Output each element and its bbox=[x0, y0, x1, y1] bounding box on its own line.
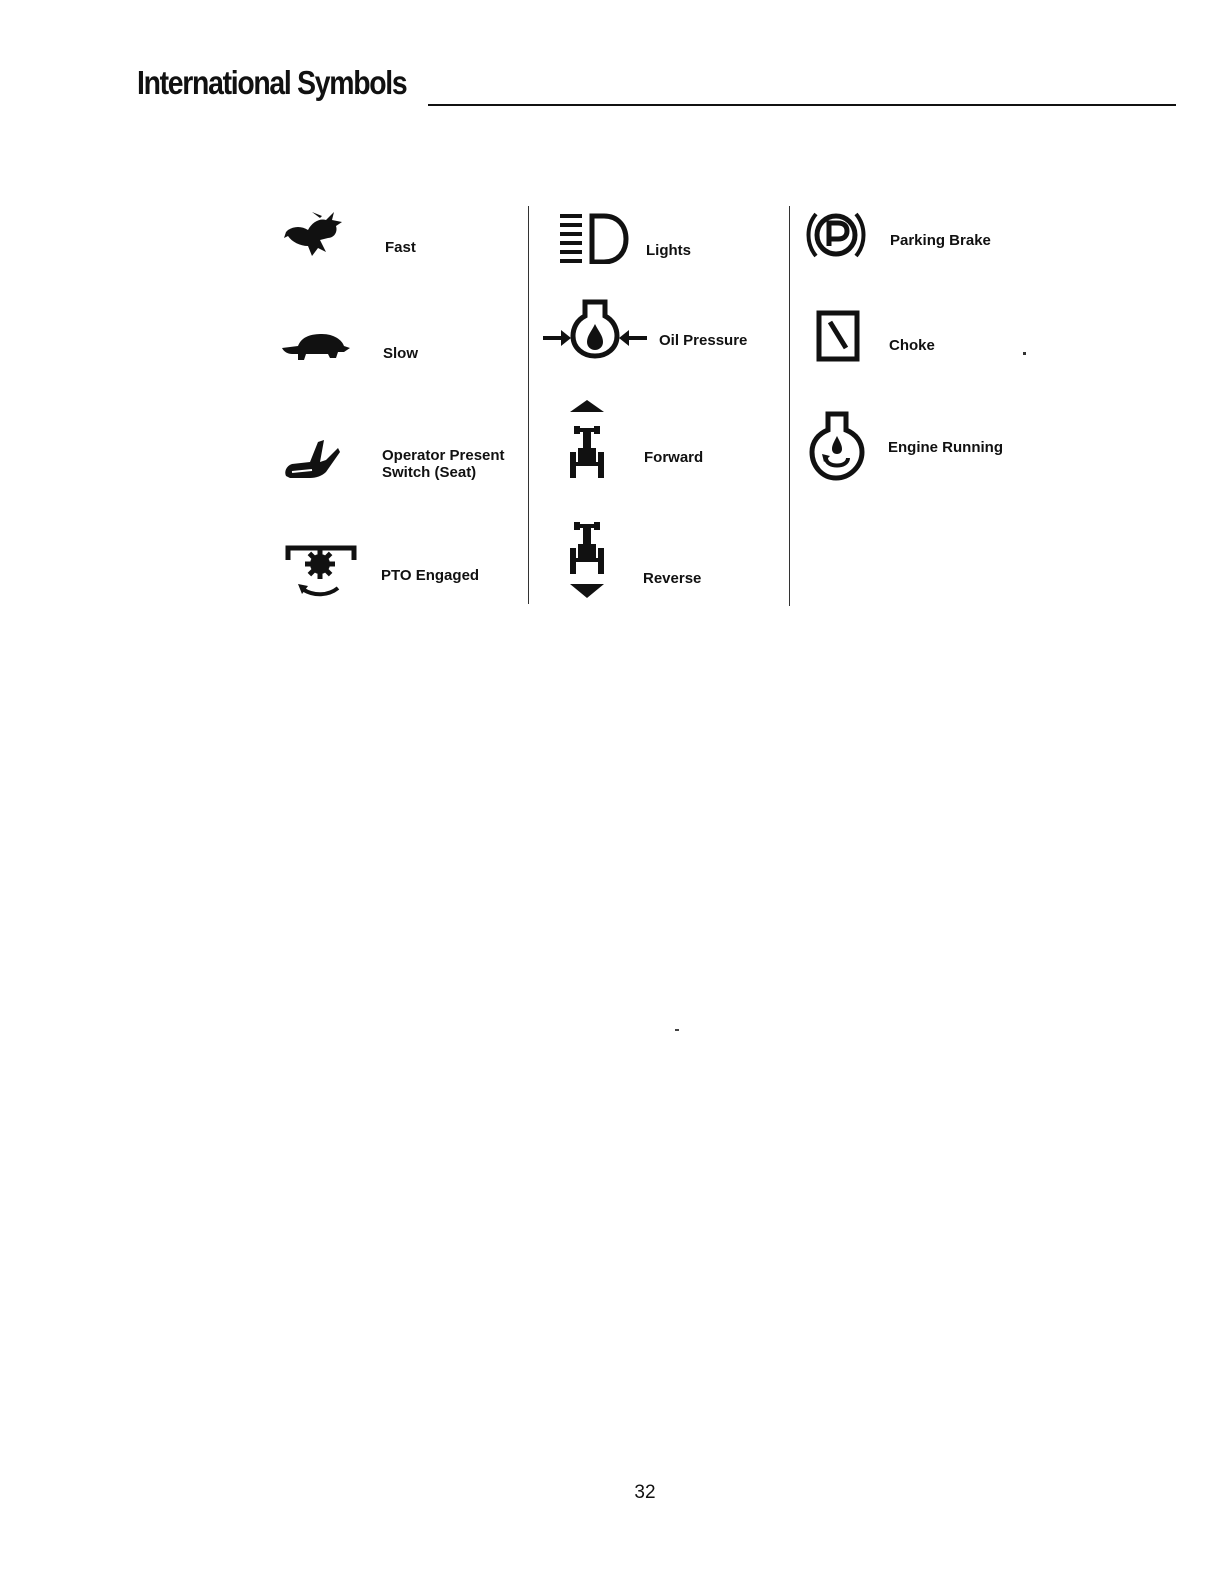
symbol-operator-present-label-line2: Switch (Seat) bbox=[382, 464, 477, 481]
symbol-pto-engaged-label: PTO Engaged bbox=[381, 567, 480, 584]
title-rule bbox=[428, 104, 1176, 106]
symbol-choke-label: Choke bbox=[889, 337, 935, 354]
column-divider-left bbox=[528, 206, 529, 604]
symbol-oil-pressure-label: Oil Pressure bbox=[659, 332, 748, 349]
pto-icon bbox=[284, 540, 358, 600]
page-number: 32 bbox=[634, 1482, 656, 1503]
column-divider-right bbox=[789, 206, 790, 606]
symbol-fast-label: Fast bbox=[385, 239, 416, 256]
turtle-icon bbox=[280, 332, 352, 362]
tractor-reverse-icon bbox=[566, 520, 608, 600]
symbol-slow-label: Slow bbox=[383, 345, 419, 362]
headlight-icon bbox=[558, 212, 630, 264]
tractor-forward-icon bbox=[566, 398, 608, 478]
symbol-forward-label: Forward bbox=[644, 449, 704, 466]
scan-speck bbox=[675, 1029, 679, 1031]
seat-icon bbox=[282, 432, 342, 480]
parking-brake-icon bbox=[806, 208, 866, 262]
engine-running-icon bbox=[808, 410, 866, 482]
symbol-reverse-label: Reverse bbox=[643, 570, 702, 587]
symbol-parking-brake-label: Parking Brake bbox=[890, 232, 991, 249]
scan-speck bbox=[1023, 352, 1026, 355]
symbol-lights-label: Lights bbox=[646, 242, 691, 259]
rabbit-icon bbox=[282, 208, 344, 262]
symbol-engine-running-label: Engine Running bbox=[888, 439, 1003, 456]
page-title: International Symbols bbox=[137, 64, 407, 101]
oil-pressure-icon bbox=[541, 298, 649, 360]
choke-icon bbox=[816, 310, 862, 362]
symbol-operator-present-label-line1: Operator Present bbox=[382, 447, 505, 464]
